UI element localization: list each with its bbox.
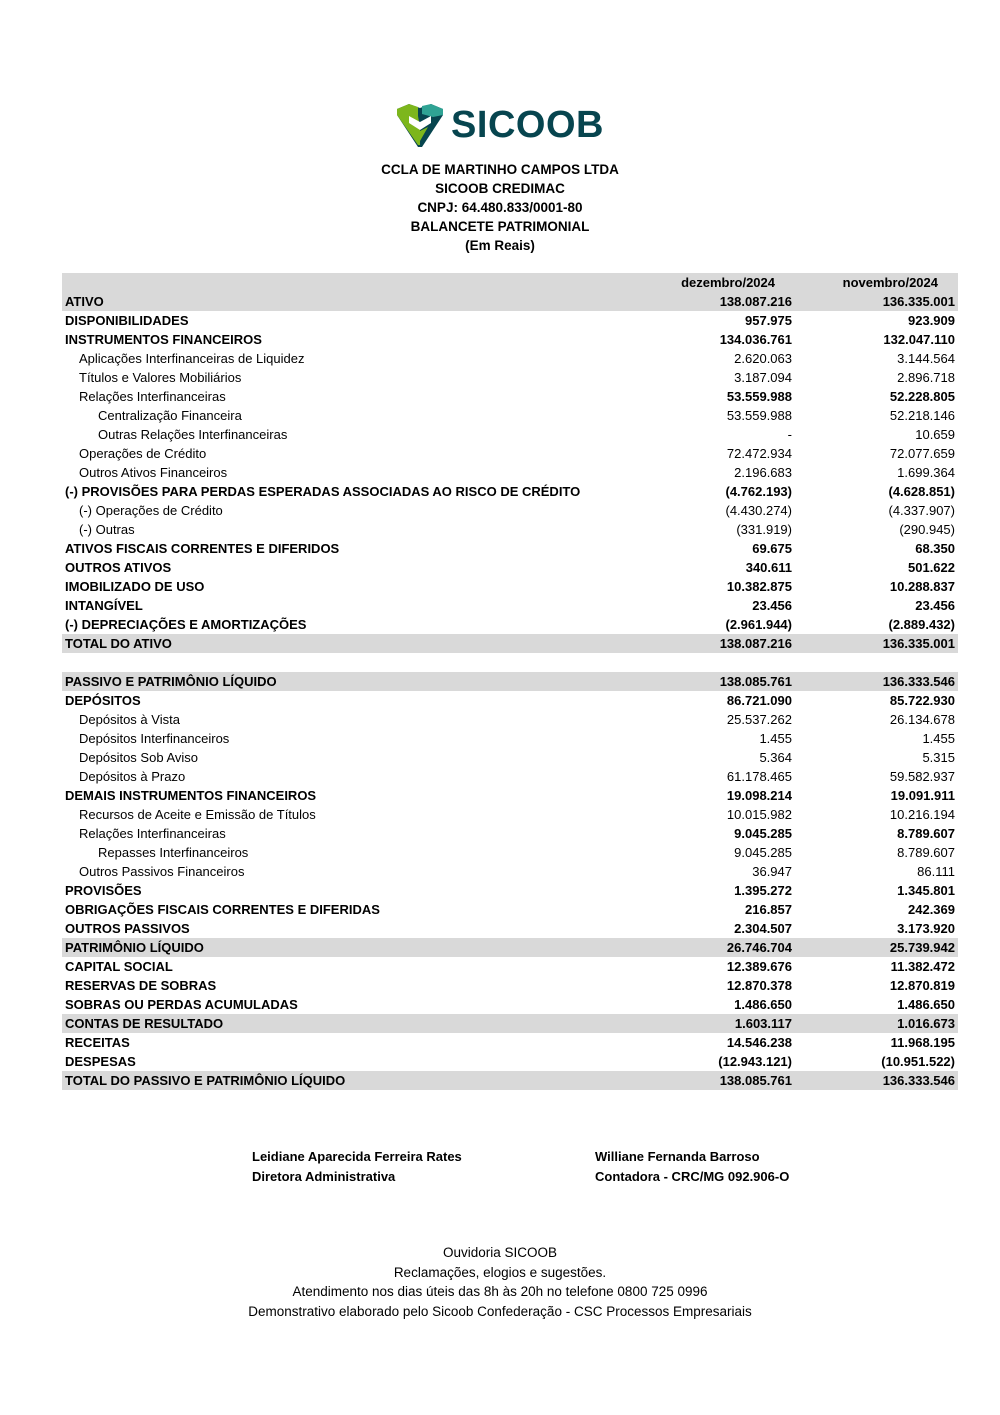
row-label: INSTRUMENTOS FINANCEIROS — [65, 332, 262, 347]
cooperative-name: SICOOB CREDIMAC — [435, 181, 565, 196]
table-row — [62, 634, 958, 653]
row-value-dezembro: 86.721.090 — [726, 693, 792, 708]
table-row — [62, 1014, 958, 1033]
row-value-novembro: 19.091.911 — [890, 788, 955, 803]
row-value-dezembro: 134.036.761 — [719, 332, 792, 347]
row-label: PROVISÕES — [65, 883, 142, 898]
row-value-dezembro: (4.762.193) — [725, 484, 792, 499]
row-value-novembro: 10.288.837 — [889, 579, 955, 594]
table-row — [62, 843, 958, 862]
row-value-dezembro: 9.045.285 — [734, 845, 792, 860]
table-row — [62, 330, 958, 349]
document-header — [0, 160, 1000, 255]
currency-note: (Em Reais) — [465, 238, 535, 253]
row-label: Centralização Financeira — [98, 408, 242, 423]
row-label: RECEITAS — [65, 1035, 130, 1050]
row-label: PASSIVO E PATRIMÔNIO LÍQUIDO — [65, 674, 277, 689]
table-header-row — [62, 273, 958, 292]
row-value-novembro: 136.335.001 — [882, 636, 955, 651]
signature-role: Contadora - CRC/MG 092.906-O — [595, 1168, 790, 1184]
row-value-dezembro: 23.456 — [752, 598, 792, 613]
row-label: DEMAIS INSTRUMENTOS FINANCEIROS — [65, 788, 317, 803]
footer-tagline: Reclamações, elogios e sugestões. — [393, 1264, 607, 1280]
table-row — [62, 615, 958, 634]
table-row — [62, 539, 958, 558]
row-value-dezembro: (4.430.274) — [725, 503, 792, 518]
row-value-novembro: (2.889.432) — [888, 617, 955, 632]
row-value-novembro: 3.144.564 — [897, 351, 955, 366]
signature-accountant — [595, 1147, 789, 1186]
company-name: CCLA DE MARTINHO CAMPOS LTDA — [381, 162, 619, 177]
row-value-dezembro: 19.098.214 — [726, 788, 792, 803]
row-label: PATRIMÔNIO LÍQUIDO — [65, 940, 204, 955]
row-value-dezembro: 1.603.117 — [734, 1016, 792, 1031]
balance-table-body — [62, 292, 958, 1090]
row-label: Depósitos Sob Aviso — [79, 750, 198, 765]
column-header-novembro: novembro/2024 — [842, 275, 938, 290]
row-value-novembro: 10.216.194 — [889, 807, 955, 822]
row-value-dezembro: 2.620.063 — [734, 351, 792, 366]
row-label: (-) PROVISÕES PARA PERDAS ESPERADAS ASSOCIADAS AO RISCO DE CRÉDITO — [65, 484, 581, 499]
row-value-novembro: 68.350 — [915, 541, 955, 556]
row-value-novembro: 132.047.110 — [883, 332, 955, 347]
row-value-novembro: 8.789.607 — [897, 826, 955, 841]
row-label: (-) DEPRECIAÇÕES E AMORTIZAÇÕES — [65, 617, 307, 632]
row-value-dezembro: (331.919) — [736, 522, 792, 537]
row-label: INTANGÍVEL — [65, 598, 143, 613]
table-row — [62, 900, 958, 919]
row-value-novembro: 3.173.920 — [897, 921, 955, 936]
row-label: (-) Operações de Crédito — [79, 503, 223, 518]
table-row — [62, 1071, 958, 1090]
row-value-dezembro: 340.611 — [745, 560, 792, 575]
sicoob-logo — [0, 103, 1000, 148]
table-row — [62, 881, 958, 900]
row-value-novembro: 1.455 — [922, 731, 955, 746]
row-label: Relações Interfinanceiras — [79, 389, 226, 404]
row-value-novembro: 52.228.805 — [889, 389, 955, 404]
row-value-dezembro: 138.087.216 — [719, 294, 792, 309]
row-label: ATIVOS FISCAIS CORRENTES E DIFERIDOS — [65, 541, 340, 556]
table-row — [62, 862, 958, 881]
table-row — [62, 691, 958, 710]
row-value-dezembro: 216.857 — [745, 902, 792, 917]
signature-director — [252, 1147, 462, 1186]
row-label: Depósitos Interfinanceiros — [79, 731, 230, 746]
document-footer — [0, 1243, 1000, 1321]
table-row — [62, 292, 958, 311]
row-label: Títulos e Valores Mobiliários — [79, 370, 242, 385]
row-value-novembro: (4.628.851) — [888, 484, 955, 499]
table-row — [62, 957, 958, 976]
row-value-novembro: 501.622 — [908, 560, 955, 575]
footer-phone: Atendimento nos dias úteis das 8h às 20h no telefone 0800 725 0996 — [292, 1284, 708, 1299]
row-value-dezembro: 26.746.704 — [726, 940, 792, 955]
sicoob-chevron-icon — [396, 103, 444, 148]
table-row — [62, 824, 958, 843]
row-value-dezembro: 5.364 — [759, 750, 792, 765]
row-label: IMOBILIZADO DE USO — [65, 579, 205, 594]
row-label: CONTAS DE RESULTADO — [65, 1016, 224, 1031]
row-label: DEPÓSITOS — [65, 693, 141, 708]
table-row — [62, 710, 958, 729]
table-row — [62, 577, 958, 596]
row-value-dezembro: 1.455 — [759, 731, 792, 746]
row-label: (-) Outras — [79, 522, 135, 537]
row-label: Operações de Crédito — [79, 446, 207, 461]
row-label: Recursos de Aceite e Emissão de Títulos — [79, 807, 316, 822]
row-value-novembro: 242.369 — [908, 902, 955, 917]
row-value-novembro: 86.111 — [917, 864, 955, 879]
row-value-dezembro: 9.045.285 — [734, 826, 792, 841]
row-label: TOTAL DO ATIVO — [65, 636, 172, 651]
cnpj: CNPJ: 64.480.833/0001-80 — [417, 200, 583, 215]
table-row — [62, 501, 958, 520]
row-value-novembro: 59.582.937 — [889, 769, 955, 784]
table-row — [62, 482, 958, 501]
row-label: ATIVO — [65, 294, 104, 309]
row-value-novembro: (10.951.522) — [881, 1054, 955, 1069]
row-value-dezembro: 61.178.465 — [726, 769, 792, 784]
row-value-dezembro: 69.675 — [752, 541, 792, 556]
row-value-dezembro: 957.975 — [745, 313, 792, 328]
row-value-dezembro: 53.559.988 — [726, 408, 792, 423]
row-value-dezembro: 1.395.272 — [734, 883, 792, 898]
signature-name: Leidiane Aparecida Ferreira Rates — [252, 1149, 462, 1164]
table-row — [62, 995, 958, 1014]
row-value-novembro: 72.077.659 — [889, 446, 955, 461]
row-value-dezembro: 138.085.761 — [719, 1073, 792, 1088]
row-value-novembro: 52.218.146 — [889, 408, 955, 423]
row-value-dezembro: 36.947 — [752, 864, 792, 879]
table-row — [62, 1052, 958, 1071]
row-value-dezembro: (2.961.944) — [725, 617, 792, 632]
row-value-novembro: 11.382.472 — [890, 959, 955, 974]
row-value-novembro: 10.659 — [915, 427, 955, 442]
row-label: RESERVAS DE SOBRAS — [65, 978, 217, 993]
signature-role: Diretora Administrativa — [252, 1168, 396, 1184]
row-value-dezembro: 12.389.676 — [726, 959, 792, 974]
table-row — [62, 349, 958, 368]
row-value-novembro: 923.909 — [908, 313, 955, 328]
row-label: Outros Ativos Financeiros — [79, 465, 228, 480]
row-value-dezembro: 2.304.507 — [734, 921, 792, 936]
table-row — [62, 520, 958, 539]
row-label: Outros Passivos Financeiros — [79, 864, 245, 879]
table-row — [62, 653, 958, 672]
row-label: Relações Interfinanceiras — [79, 826, 226, 841]
table-row — [62, 444, 958, 463]
table-row — [62, 748, 958, 767]
row-label: Aplicações Interfinanceiras de Liquidez — [79, 351, 305, 366]
signature-name: Williane Fernanda Barroso — [595, 1149, 760, 1164]
table-row — [62, 387, 958, 406]
table-row — [62, 767, 958, 786]
row-value-dezembro: 1.486.650 — [734, 997, 792, 1012]
table-row — [62, 311, 958, 330]
row-value-dezembro: (12.943.121) — [718, 1054, 792, 1069]
row-label: CAPITAL SOCIAL — [65, 959, 173, 974]
row-label: SOBRAS OU PERDAS ACUMULADAS — [65, 997, 298, 1012]
row-label: Repasses Interfinanceiros — [98, 845, 249, 860]
row-value-novembro: 136.333.546 — [882, 674, 955, 689]
footer-source: Demonstrativo elaborado pelo Sicoob Confederação - CSC Processos Empresariais — [248, 1303, 752, 1319]
row-value-novembro: 1.016.673 — [897, 1016, 955, 1031]
row-value-novembro: 2.896.718 — [897, 370, 955, 385]
table-row — [62, 1033, 958, 1052]
row-value-novembro: 26.134.678 — [889, 712, 955, 727]
row-label: Outras Relações Interfinanceiras — [98, 427, 288, 442]
table-row — [62, 805, 958, 824]
row-value-novembro: (4.337.907) — [888, 503, 955, 518]
table-row — [62, 729, 958, 748]
table-row — [62, 368, 958, 387]
row-value-dezembro: 138.087.216 — [719, 636, 792, 651]
row-value-dezembro: 25.537.262 — [726, 712, 792, 727]
sicoob-wordmark: SICOOB — [451, 104, 604, 146]
table-row — [62, 976, 958, 995]
row-value-dezembro: 2.196.683 — [734, 465, 792, 480]
row-value-novembro: 25.739.942 — [889, 940, 955, 955]
column-header-dezembro: dezembro/2024 — [681, 275, 775, 290]
row-value-dezembro: 14.546.238 — [726, 1035, 792, 1050]
table-row — [62, 672, 958, 691]
row-value-dezembro: 12.870.378 — [726, 978, 792, 993]
row-value-dezembro: 10.382.875 — [726, 579, 792, 594]
row-label: OUTROS ATIVOS — [65, 560, 172, 575]
report-title: BALANCETE PATRIMONIAL — [410, 219, 590, 234]
row-value-novembro: 5.315 — [922, 750, 955, 765]
row-value-novembro: 136.335.001 — [882, 294, 955, 309]
row-value-dezembro: 138.085.761 — [719, 674, 792, 689]
row-value-dezembro: 3.187.094 — [734, 370, 792, 385]
row-label: Depósitos à Prazo — [79, 769, 186, 784]
table-row — [62, 919, 958, 938]
row-value-novembro: 12.870.819 — [889, 978, 955, 993]
row-label: OUTROS PASSIVOS — [65, 921, 190, 936]
row-label: DISPONIBILIDADES — [65, 313, 189, 328]
row-value-dezembro: 10.015.982 — [726, 807, 792, 822]
row-value-novembro: 1.699.364 — [897, 465, 955, 480]
row-label: DESPESAS — [65, 1054, 136, 1069]
row-value-novembro: 1.486.650 — [897, 997, 955, 1012]
row-value-dezembro: 53.559.988 — [726, 389, 792, 404]
table-row — [62, 463, 958, 482]
row-value-novembro: 1.345.801 — [897, 883, 955, 898]
table-row — [62, 596, 958, 615]
row-value-novembro: 23.456 — [915, 598, 955, 613]
footer-ouvidoria: Ouvidoria SICOOB — [442, 1245, 558, 1260]
row-value-novembro: 136.333.546 — [882, 1073, 955, 1088]
table-row — [62, 938, 958, 957]
row-label: TOTAL DO PASSIVO E PATRIMÔNIO LÍQUIDO — [65, 1073, 346, 1088]
row-value-dezembro: 72.472.934 — [726, 446, 792, 461]
row-label: OBRIGAÇÕES FISCAIS CORRENTES E DIFERIDAS — [65, 902, 380, 917]
row-value-novembro: 85.722.930 — [889, 693, 955, 708]
table-row — [62, 786, 958, 805]
row-value-dezembro: - — [787, 427, 792, 442]
row-value-novembro: (290.945) — [899, 522, 955, 537]
balance-table — [62, 273, 958, 1090]
row-value-novembro: 8.789.607 — [897, 845, 955, 860]
row-label: Depósitos à Vista — [79, 712, 180, 727]
table-row — [62, 558, 958, 577]
row-value-novembro: 11.968.195 — [890, 1035, 955, 1050]
table-row — [62, 406, 958, 425]
table-row — [62, 425, 958, 444]
